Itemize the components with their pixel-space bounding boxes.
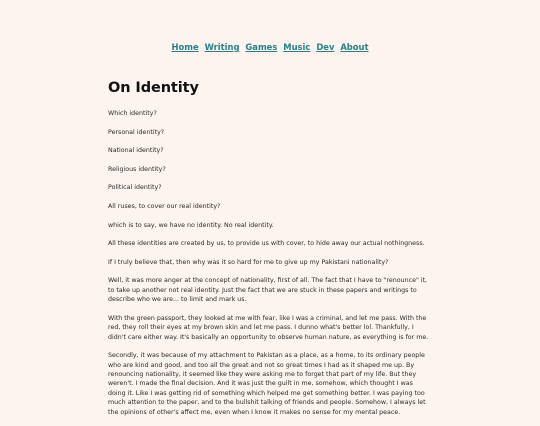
article-paragraph: All ruses, to cover our real identity? bbox=[108, 202, 221, 210]
nav-link-home[interactable]: Home bbox=[171, 42, 199, 52]
article-paragraph: Personal identity? bbox=[108, 128, 165, 136]
article-paragraph: If I truly believe that, then why was it so hard for me to give up my Pakistani nationality? bbox=[108, 258, 389, 266]
article-paragraph: Well, it was more anger at the concept of nationality, first of all. The fact that I have to "renounce" it, to take up another not real identity. Just the fact that we are stuck in these papers and writings to describe who we are... to limit and mark us. bbox=[108, 277, 428, 304]
article-paragraph: With the green passport, they looked at me with fear, like I was a criminal, and let me pass. With the red, they roll their eyes at my brown skin and let me pass. I dunno what's better lol. Thankfully, I didn't care either way. It's basically an opportunity to observe human nature, as everything is for me. bbox=[108, 314, 429, 341]
article-paragraph: National identity? bbox=[108, 147, 164, 155]
nav-link-dev[interactable]: Dev bbox=[316, 42, 335, 52]
nav-link-about[interactable]: About bbox=[340, 42, 369, 52]
top-navigation bbox=[0, 42, 540, 52]
article-paragraph: which is to say, we have no identity. No real identity. bbox=[108, 221, 274, 229]
article-paragraph: Political identity? bbox=[108, 184, 162, 192]
nav-link-games[interactable]: Games bbox=[245, 42, 278, 52]
article-paragraph: Which identity? bbox=[108, 110, 157, 117]
article bbox=[108, 80, 432, 426]
article-paragraph: Religious identity? bbox=[108, 165, 166, 173]
article-paragraph: All these identities are created by us, to provide us with cover, to hide away our actual nothingness. bbox=[108, 240, 425, 248]
article-title: On Identity bbox=[108, 80, 199, 96]
nav-link-music[interactable]: Music bbox=[283, 42, 311, 52]
article-paragraph: Secondly, it was because of my attachment to Pakistan as a place, as a home, to its ordinary people who are kind and good, and too all the great and not so great times I had as it shaped me up. By renouncing nationality, it seemed like they were asking me to forget that part of my life. But they weren't. I made the final decision. And it was just the guilt in me, somehow, which thought I was doing it. Like I was getting rid of something which helped me get something better. I was paying too much attention to the paper, and to the bullshit talking of friends and people. Somehow, I always let the opinions of other's affect me, even when I know it makes no sense for my mental peace. bbox=[108, 352, 426, 416]
nav-link-writing[interactable]: Writing bbox=[204, 42, 240, 52]
